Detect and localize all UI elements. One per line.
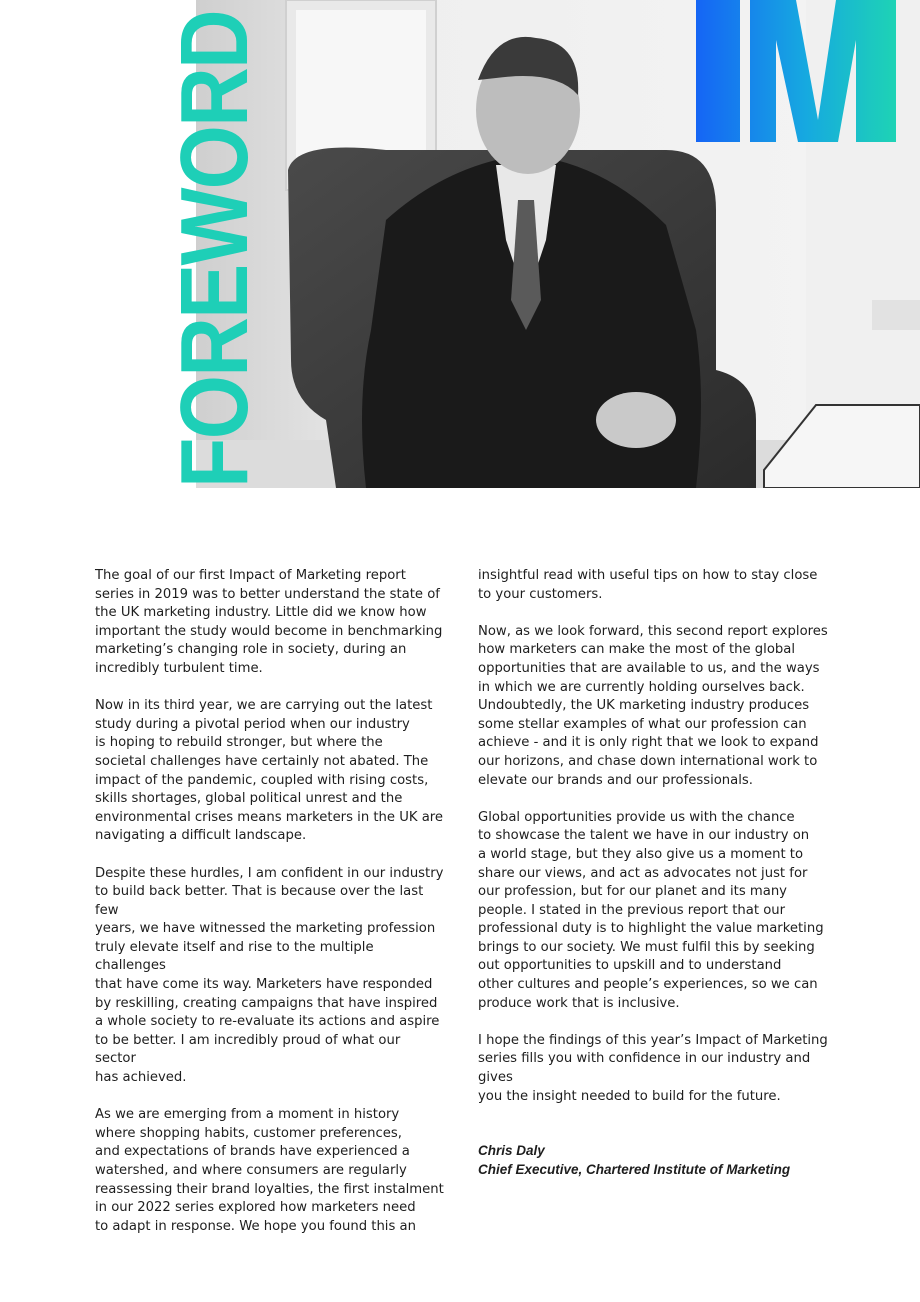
paragraph: As we are emerging from a moment in history where shopping habits, customer preferences, and expectations of brands have experienced a watershed, and where consumers are regularly reassessing their brand loyalties, the first instalment in our 2022 series explored how marketers need to adapt in response. We hope you found this an [95, 1107, 444, 1234]
paragraph: insightful read with useful tips on how to stay close to your customers. [478, 568, 818, 602]
body-left-column [95, 567, 445, 1255]
signature-block [478, 1142, 790, 1179]
paragraph: The goal of our first Impact of Marketing report series in 2019 was to better understand the state of the UK marketing industry. Little did we know how important the study would become in benchmarking marketing’s changing role in society, during an incredibly turbulent time. [95, 568, 443, 676]
brand-m-logo [696, 0, 896, 142]
paragraph: Now in its third year, we are carrying out the latest study during a pivotal period when our industry is hoping to rebuild stronger, but where the societal challenges have certainly not abated. The impact of the pandemic, coupled with rising costs, skills shortages, global political unrest and the environmental crises means marketers in the UK are navigating a difficult landscape. [95, 698, 444, 844]
paragraph: Global opportunities provide us with the chance to showcase the talent we have in our industry on a world stage, but they also give us a moment to share our views, and act as advocates not just for our profession, but for our planet and its many people. I stated in the previous report that our professional duty is to highlight the value marketing brings to our society. We must fulfil this by seeking out opportunities to upskill and to understand other cultures and people’s experiences, so we can produce work that is inclusive. [478, 809, 824, 1011]
page-title: FOREWORD [161, 11, 268, 489]
signature-role: Chief Executive, Chartered Institute of Marketing [478, 1161, 791, 1177]
paragraph: Now, as we look forward, this second report explores how marketers can make the most of the global opportunities that are available to us, and the ways in which we are currently holding ourselves back. Undoubtedly, the UK marketing industry produces some stellar examples of what our profession can achieve - and it is only right that we look to expand our horizons, and chase down international work to elevate our brands and our professionals. [478, 623, 828, 788]
paragraph: Despite these hurdles, I am confident in our industry to build back better. That is because over the last few years, we have witnessed the marketing profession truly elevate itself and rise to the multiple challenges that have come its way. Marketers have responded by reskilling, creating campaigns that have inspired a whole society to re-evaluate its actions and aspire to be better. I am incredibly proud of what our sector has achieved. [95, 865, 444, 1086]
signature-name: Chris Daly [478, 1143, 545, 1158]
paragraph: I hope the findings of this year’s Impact of Marketing series fills you with confidence in our industry and gives you the insight needed to build for the future. [478, 1032, 828, 1104]
body-right-column [478, 567, 830, 1125]
